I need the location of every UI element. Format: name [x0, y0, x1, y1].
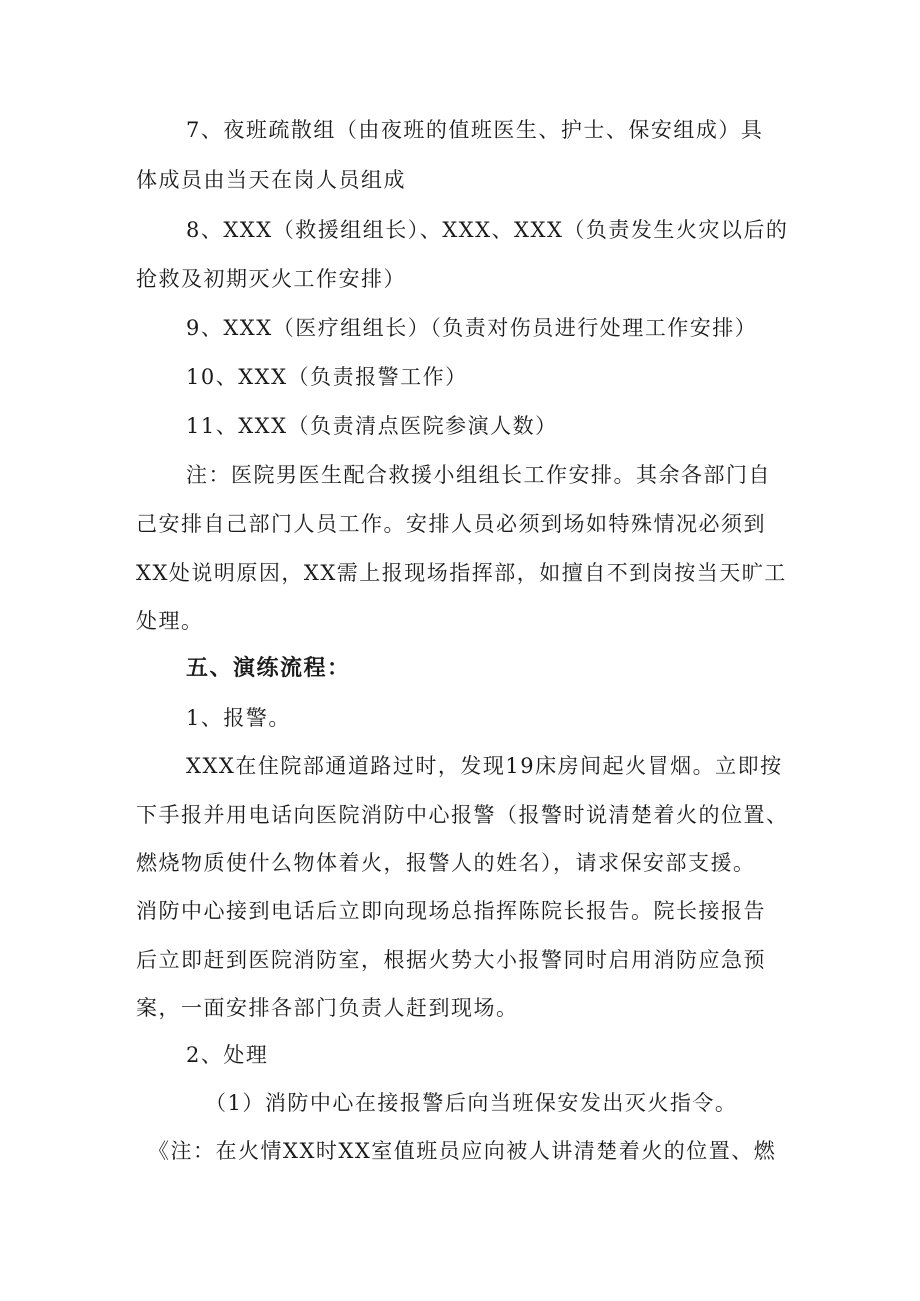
step-1-para-line-4: 消防中心接到电话后立即向现场总指挥陈院长报告。院长接报告	[136, 899, 766, 923]
section-heading: 五、演练流程：	[186, 656, 351, 681]
item-7-line-2: 体成员由当天在岗人员组成	[136, 168, 406, 192]
step-1-para-line-2: 下手报并用电话向医院消防中心报警（报警时说清楚着火的位置、	[136, 803, 789, 827]
step-1-para-line-3: 燃烧物质使什么物体着火，报警人的姓名），请求保安部支援。	[136, 851, 756, 875]
item-7-line-1: 7、夜班疏散组（由夜班的值班医生、护士、保安组成）具	[186, 118, 764, 142]
note-line-3: XX处说明原因，XX需上报现场指挥部，如擅自不到岗按当天旷工	[136, 561, 787, 585]
note-line-1: 注：医院男医生配合救援小组组长工作安排。其余各部门自	[186, 463, 771, 487]
note-line-2: 己安排自己部门人员工作。安排人员必须到场如特殊情况必须到	[136, 512, 766, 536]
step-2-note-line: 《注：在火情XX时XX室值班员应向被人讲清楚着火的位置、燃	[148, 1139, 777, 1163]
step-1-para-line-6: 案，一面安排各部门负责人赶到现场。	[136, 996, 519, 1020]
step-1-para-line-1: XXX在住院部通道路过时，发现19床房间起火冒烟。立即按	[186, 754, 783, 778]
item-8-line-1: 8、XXX（救援组组长）、XXX、XXX（负责发生火灾以后的	[186, 218, 789, 242]
step-1-para-line-5: 后立即赶到医院消防室，根据火势大小报警同时启用消防应急预	[136, 948, 766, 972]
step-2-title: 2、处理	[186, 1043, 269, 1067]
step-1-title: 1、报警。	[186, 706, 291, 730]
item-8-line-2: 抢救及初期灭火工作安排）	[136, 267, 406, 291]
item-9-line: 9、XXX（医疗组组长）（负责对伤员进行处理工作安排）	[186, 316, 758, 340]
note-line-4: 处理。	[136, 609, 204, 633]
item-11-line: 11、XXX（负责清点医院参演人数）	[186, 414, 558, 438]
item-10-line: 10、XXX（负责报警工作）	[186, 365, 468, 389]
step-2-sub-1: （1）消防中心在接报警后向当班保安发出灭火指令。	[205, 1091, 738, 1115]
